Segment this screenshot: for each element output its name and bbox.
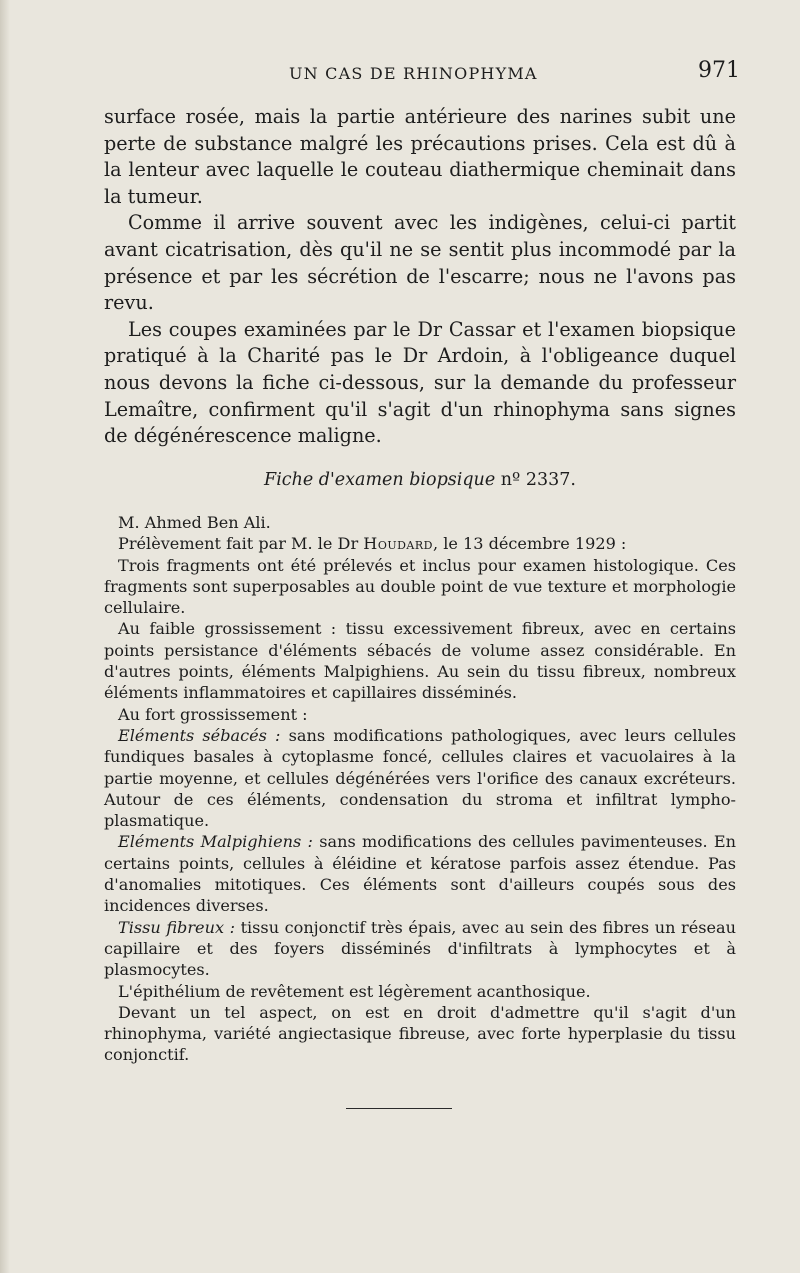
sebaceous-text: sans modifications pathologiques, avec leurs cellules fundiques basales à cytoplasme foncé, cellules claires et vacuolaires à la partie moyenne, et cellules dégénérées vers l'orifice des canaux excréteurs. Autour de ces éléments, condensation du stroma et infiltrat lympho-plasmatique. bbox=[104, 725, 736, 831]
report-low-power: Au faible grossissement : tissu excessivement fibreux, avec en certains points persistance d'éléments sébacés de volume assez considérable. En d'autres points, éléments Malpighiens. Au sein du tissu fibreux, nombreux éléments inflammatoires et capillaires disséminés. bbox=[104, 619, 736, 703]
paragraph-1: surface rosée, mais la partie antérieure des narines subit une perte de substance malgré les précautions prises. Cela est dû à la lenteur avec laquelle le couteau diathermique cheminait dans la tumeur. bbox=[104, 105, 736, 208]
report-high-power: Au fort grossissement : bbox=[118, 704, 308, 724]
report-patient: M. Ahmed Ben Ali. bbox=[118, 513, 271, 532]
end-rule bbox=[346, 1108, 452, 1109]
biopsy-title-text: Fiche d'examen biopsique bbox=[264, 470, 496, 490]
biopsy-sheet-title bbox=[104, 470, 736, 490]
report-epithelium: L'épithélium de revêtement est légèrement acanthosique. bbox=[118, 981, 591, 1001]
sampling-start: Prélèvement fait par M. le Dr bbox=[118, 534, 359, 554]
paragraph-2: Comme il arrive souvent avec les indigènes, celui-ci partit avant cicatrisation, dès qu'il ne se sentit plus incommodé par la présence et par les sécrétion de l'escarre; nous ne l'avons pas revu. bbox=[104, 211, 736, 315]
biopsy-report bbox=[104, 512, 736, 1066]
page-edge bbox=[0, 0, 10, 1273]
report-fragments: Trois fragments ont été prélevés et inclus pour examen histologique. Ces fragments sont superposables au double point de vue texture et morphologie cellulaire. bbox=[104, 555, 736, 618]
report-malpighian bbox=[104, 831, 736, 916]
report-fibrous bbox=[104, 917, 736, 981]
fibrous-label: Tissu fibreux : bbox=[118, 917, 235, 937]
main-text bbox=[104, 104, 736, 450]
report-sampling bbox=[104, 533, 736, 554]
sampling-doctor: Houdard bbox=[363, 534, 433, 554]
sampling-end: , le 13 décembre 1929 : bbox=[432, 534, 627, 554]
running-title: UN CAS DE RHINOPHYMA bbox=[289, 64, 538, 83]
fibrous-text: tissu conjonctif très épais, avec au sein des fibres un réseau capillaire et des foyers disséminés d'infiltrats à lymphocytes et à plasmocytes. bbox=[104, 917, 736, 980]
sebaceous-label: Eléments sébacés : bbox=[118, 725, 281, 745]
paragraph-3: Les coupes examinées par le Dr Cassar et l'examen biopsique pratiqué à la Charité pas le Dr Ardoin, à l'obligeance duquel nous devons la fiche ci-dessous, sur la demande du professeur Lemaître, confirment qu'il s'agit d'un rhinophyma sans signes de dégénérescence maligne. bbox=[104, 317, 736, 448]
malpighian-text: sans modifications des cellules pavimenteuses. En certains points, cellules à éléidine et kératose parfois assez étendue. Pas d'anomalies mitotiques. Ces éléments sont d'ailleurs coupés sous des incidences diverses. bbox=[104, 832, 736, 916]
page-header bbox=[104, 58, 740, 92]
malpighian-label: Eléments Malpighiens : bbox=[118, 832, 313, 852]
report-conclusion: Devant un tel aspect, on est en droit d'admettre qu'il s'agit d'un rhinophyma, variété angiectasique fibreuse, avec forte hyperplasie du tissu conjonctif. bbox=[104, 1002, 736, 1065]
page-number: 971 bbox=[698, 58, 740, 83]
biopsy-number: nº 2337. bbox=[500, 470, 576, 490]
report-sebaceous bbox=[104, 725, 736, 831]
